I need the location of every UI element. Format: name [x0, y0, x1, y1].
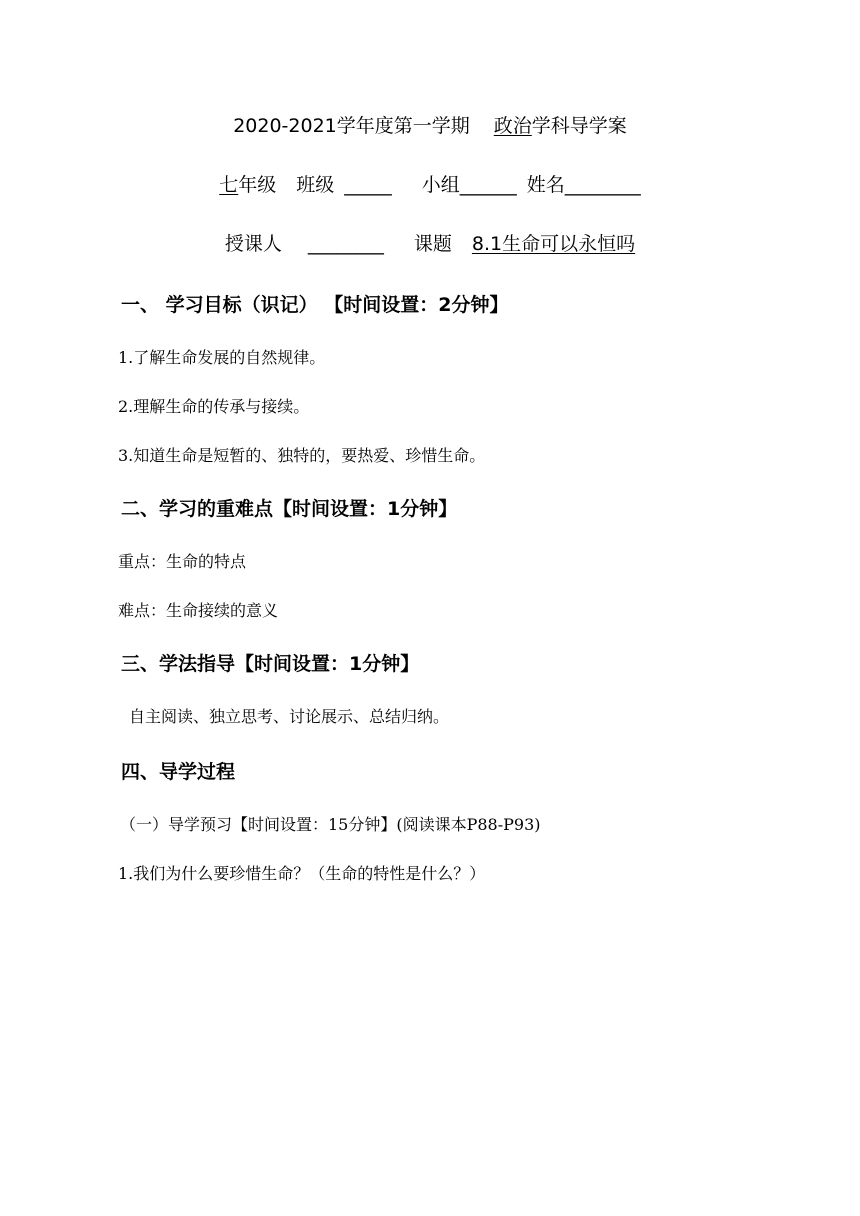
lesson-info-line: [0, 235, 860, 254]
topic-label: 课题: [413, 233, 452, 255]
section-heading-key-points: 二、学习的重难点【时间设置：1分钟】: [121, 498, 458, 520]
group-label: 小组: [421, 174, 460, 196]
header-suffix: 学科导学案: [531, 115, 627, 137]
teacher-blank[interactable]: ________: [307, 233, 384, 255]
section-heading-method: 三、学法指导【时间设置：1分钟】: [121, 653, 420, 675]
grade-label: 年级: [238, 174, 277, 196]
grade-first-char: 七: [219, 174, 239, 196]
key-point-item: 难点：生命接续的意义: [118, 601, 279, 620]
class-label: 班级: [296, 174, 335, 196]
process-question: 1.我们为什么要珍惜生命？（生命的特性是什么？）: [118, 864, 486, 883]
header-title: [0, 117, 860, 136]
key-point-item: 重点：生命的特点: [118, 552, 247, 571]
method-item: 自主阅读、独立思考、讨论展示、总结归纳。: [129, 707, 450, 726]
section-heading-objectives: 一、 学习目标（识记） 【时间设置：2分钟】: [121, 294, 509, 316]
topic-value: 8.1生命可以永恒吗: [471, 233, 636, 255]
name-blank[interactable]: ________: [564, 174, 641, 196]
process-subheading: （一）导学预习【时间设置：15分钟】(阅读课本P88-P93): [120, 815, 541, 834]
header-term: 2020-2021学年度第一学期: [233, 115, 470, 137]
student-info-line: [0, 176, 860, 195]
objective-item: 1.了解生命发展的自然规律。: [118, 348, 326, 367]
header-subject: 政治: [493, 115, 532, 137]
objective-item: 2.理解生命的传承与接续。: [118, 397, 310, 416]
section-heading-process: 四、导学过程: [121, 761, 236, 783]
group-blank[interactable]: ______: [459, 174, 517, 196]
class-blank[interactable]: _____: [344, 174, 392, 196]
objective-item: 3.知道生命是短暂的、独特的，要热爱、珍惜生命。: [118, 446, 486, 465]
name-label: 姓名: [526, 174, 565, 196]
teacher-label: 授课人: [224, 233, 282, 255]
